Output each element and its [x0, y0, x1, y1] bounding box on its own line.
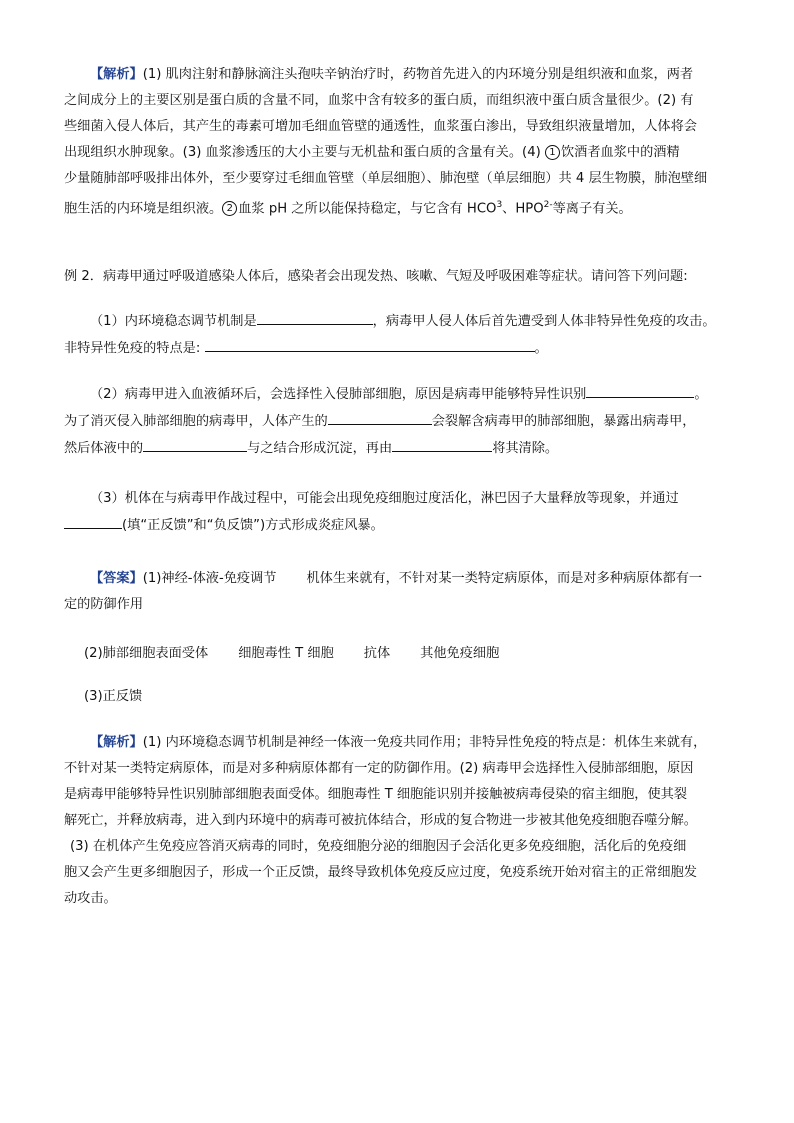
analysis-2-line-7: 动攻击。 — [64, 891, 117, 906]
text: ，病毒甲人侵人体后首先遭受到人体非特异性免疫的攻击。 — [372, 314, 716, 329]
answer-line-3 — [64, 641, 742, 667]
analysis-2-line-6: 胞又会产生更多细胞因子，形成一个正反馈，最终导致机体免疫反应过度，免疫系统开始对宿主的正常细胞发 — [64, 865, 697, 880]
question-3 — [64, 486, 742, 539]
analysis-1-line-2: 之间成分上的主要区别是蛋白质的含量不同，血浆中含有较多的蛋白质，而组织液中蛋白质含量很少。(2) 有 — [64, 93, 694, 108]
analysis-tag: 【解析】 — [90, 735, 143, 750]
question-3-line-2 — [64, 512, 742, 539]
question-3-line-1: （3）机体在与病毒甲作战过程中，可能会出现免疫细胞过度活化，淋巴因子大量释放等现象，并通过 — [90, 491, 679, 506]
analysis-2-line-4: 解死亡，并释放病毒，进入到内环境中的病毒可被抗体结合，形成的复合物进一步被其他免疫细胞吞噬分解。 — [64, 813, 697, 828]
text: 、HPO — [502, 201, 544, 217]
blank-2[interactable] — [205, 335, 535, 352]
text: (2)肺部细胞表面受体 — [84, 646, 209, 661]
text: 然后体液中的 — [64, 441, 144, 456]
text: （2）病毒甲进入血液循环后，会选择性入侵肺部细胞，原因是病毒甲能够特异性识别 — [90, 387, 587, 402]
text: 饮酒者血浆中的酒精 — [560, 145, 680, 160]
answer-tag: 【答案】 — [90, 571, 143, 586]
question-2-line-3 — [64, 435, 742, 462]
analysis-2 — [64, 730, 742, 912]
question-1-line-2 — [64, 335, 742, 362]
text: 抗体 — [363, 646, 391, 661]
analysis-2-line-5: (3) 在机体产生免疫应答消灭病毒的同时，免疫细胞分泌的细胞因子会活化更多免疫细胞，活化后的免疫细 — [70, 839, 687, 854]
analysis-2-line-2: 不针对某一类特定病原体，而是对多种病原体都有一定的防御作用。(2) 病毒甲会选择性入侵肺部细胞，原因 — [64, 761, 694, 776]
circled-number-1: 1 — [545, 145, 560, 160]
text: (1)神经-体液-免疫调节 — [142, 571, 277, 586]
analysis-2-line-3: 是病毒甲能够特异性识别肺部细胞表面受体。细胞毒性 T 细胞能识别并接触被病毒侵染的宿主细胞，使其裂 — [64, 787, 688, 802]
answer-block — [64, 566, 742, 618]
analysis-1-line-3: 些细菌入侵人体后，其产生的毒素可增加毛细血管壁的通透性，血浆蛋白渗出，导致组织液量增加，人体将会 — [64, 119, 697, 134]
analysis-2-line-1 — [64, 730, 742, 756]
text: (1) 内环境稳态调节机制是神经一体液一免疫共同作用；非特异性免疫的特点是：机体生来就有， — [142, 735, 707, 750]
text: 。 — [694, 387, 708, 402]
blank-5[interactable] — [143, 435, 247, 452]
example-2-title: 例 2．病毒甲通过呼吸道感染人体后，感染者会出现发热、咳嗽、气短及呼吸困难等症状。请问答下列问题: — [64, 269, 688, 284]
question-2-line-1 — [64, 381, 742, 408]
analysis-1-line-6 — [64, 192, 742, 222]
text: 。 — [534, 341, 548, 356]
text: 细胞毒性 T 细胞 — [238, 646, 334, 661]
circled-number-2: 2 — [222, 201, 237, 216]
analysis-tag: 【解析】 — [90, 67, 143, 82]
text: （1）内环境稳态调节机制是 — [90, 314, 257, 329]
text: 会裂解含病毒甲的肺部细胞，暴露出病毒甲， — [431, 414, 696, 429]
text: 将其清除。 — [492, 441, 559, 456]
question-1-line-1 — [64, 308, 742, 335]
analysis-1 — [64, 62, 742, 222]
blank-6[interactable] — [392, 435, 492, 452]
question-2-line-2 — [64, 408, 742, 435]
text: 其他免疫细胞 — [420, 646, 500, 661]
question-1 — [64, 308, 742, 362]
answer-line-2: 定的防御作用 — [64, 597, 144, 612]
blank-4[interactable] — [328, 408, 432, 425]
text: 非特异性免疫的特点是: — [64, 341, 201, 356]
text: 为了消灭侵入肺部细胞的病毒甲，人体产生的 — [64, 414, 328, 429]
analysis-1-line-5: 少量随肺部呼吸排出体外，至少要穿过毛细血管壁（单层细胞）、肺泡壁（单层细胞）共 4 层生物膜，肺泡壁细 — [64, 171, 708, 186]
blank-3[interactable] — [586, 381, 694, 398]
text: 等离子有关。 — [552, 201, 632, 217]
analysis-1-line-4 — [64, 140, 742, 166]
text: (1) 肌肉注射和静脉滴注头孢呋辛钠治疗时，药物首先进入的内环境分别是组织液和血浆，两者 — [142, 67, 694, 82]
analysis-1-line-1 — [64, 62, 742, 88]
text: 血浆 pH 之所以能保持稳定，与它含有 HCO — [238, 201, 497, 217]
text: 出现组织水肿现象。(3) 血浆渗透压的大小主要与无机盐和蛋白质的含量有关。(4) — [64, 145, 541, 160]
superscript: 2- — [543, 200, 553, 210]
blank-7[interactable] — [64, 512, 122, 529]
blank-1[interactable] — [257, 308, 373, 325]
text: 与之结合形成沉淀，再由 — [247, 441, 393, 456]
answer-line-1 — [64, 566, 742, 592]
text: 机体生来就有，不针对某一类特定病原体，而是对多种病原体都有一 — [306, 571, 703, 586]
answer-line-4: (3)正反馈 — [84, 689, 143, 704]
text: (填“正反馈”和“负反馈”)方式形成炎症风暴。 — [122, 518, 384, 533]
text: 胞生活的内环境是组织液。 — [64, 201, 223, 217]
question-2 — [64, 381, 742, 462]
superscript: 3 — [496, 200, 503, 210]
